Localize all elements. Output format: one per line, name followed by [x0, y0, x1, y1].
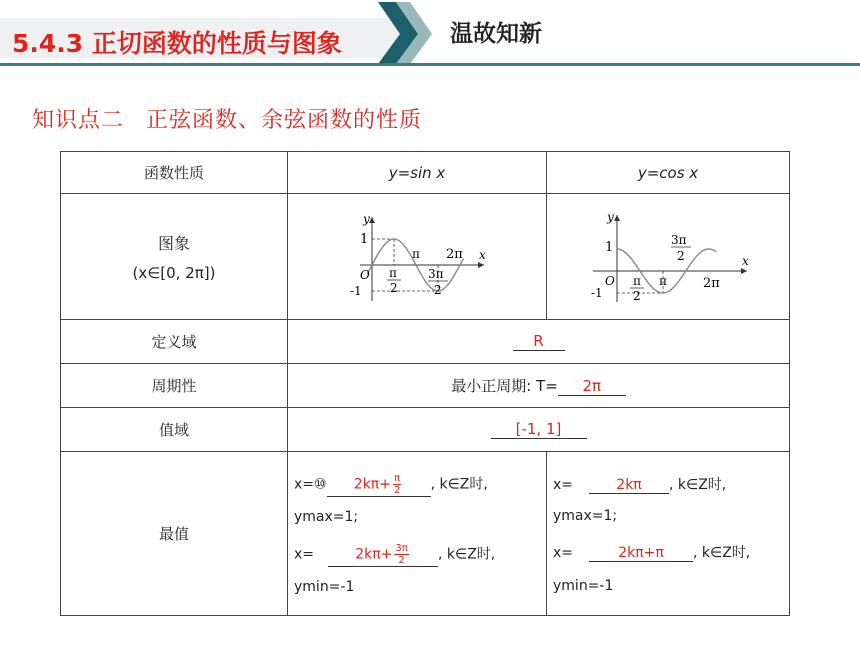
- cos-max-suffix: , k∈Z时,: [669, 476, 727, 493]
- cos-tick-1: 1: [605, 240, 614, 255]
- cos-tick-pi-half-den: 2: [633, 289, 641, 303]
- period-label: 周期性: [61, 364, 288, 408]
- graph-label: 图象: [157, 234, 190, 253]
- cos-max-prefix: x=: [553, 476, 574, 493]
- graph-label-cell: [61, 194, 288, 320]
- sin-tick-3pi-half-den: 2: [434, 283, 442, 297]
- sin-origin: O: [360, 268, 370, 282]
- knowledge-point-topic: 正弦函数、余弦函数的性质: [146, 108, 423, 133]
- sin-min-answer: [328, 543, 438, 567]
- table-header-row: [61, 152, 790, 194]
- period-prefix: 最小正周期: T=: [451, 377, 558, 395]
- slide-header: [0, 0, 860, 66]
- header-cell-sin: y=sin x: [288, 152, 547, 194]
- extreme-label: 最值: [61, 452, 288, 616]
- cos-graph-cell: [547, 194, 790, 320]
- sin-tick-2pi: 2π: [446, 247, 463, 262]
- graph-domain-note: (x∈[0, 2π]): [132, 264, 216, 282]
- header-title: 5.4.3 正切函数的性质与图象: [12, 29, 342, 58]
- sin-max-prefix: x=⑩: [294, 476, 327, 492]
- cos-max-answer: 2kπ: [589, 477, 669, 494]
- cos-tick-pi: π: [659, 274, 667, 288]
- sin-min-answer-text: 2kπ+: [355, 546, 393, 562]
- header-cell-cos: y=cos x: [547, 152, 790, 194]
- domain-answer: R: [513, 332, 565, 351]
- cos-max-value: ymax=1;: [553, 507, 618, 524]
- sin-x-axis-label: x: [479, 248, 486, 262]
- cos-min-value: ymin=-1: [553, 577, 614, 594]
- cos-origin: O: [605, 274, 615, 288]
- sin-tick-pi-half-num: π: [389, 266, 397, 280]
- range-value-cell: [288, 408, 790, 452]
- cos-min-prefix: x=: [553, 544, 574, 561]
- sin-max-answer-text: 2kπ+: [353, 476, 391, 492]
- table-row-period: [61, 364, 790, 408]
- table-row-domain: [61, 320, 790, 364]
- domain-value-cell: [288, 320, 790, 364]
- sin-graph-cell: [288, 194, 547, 320]
- cos-min-suffix: , k∈Z时,: [693, 544, 751, 561]
- sin-max-frac-den: 2: [393, 484, 401, 496]
- cos-x-axis-label: x: [742, 254, 749, 268]
- cos-graph: [583, 209, 753, 304]
- cos-tick-minus-1: -1: [591, 286, 603, 300]
- sin-min-value: ymin=-1: [294, 578, 355, 595]
- period-answer: 2π: [558, 377, 626, 396]
- cos-tick-pi-half-num: π: [633, 274, 641, 288]
- sin-graph: [342, 209, 492, 304]
- cos-tick-3pi-half-num: 3π: [671, 233, 687, 247]
- sin-min-frac-den: 2: [398, 554, 405, 566]
- sin-max-suffix: , k∈Z时,: [430, 476, 488, 492]
- cos-tick-3pi-half-den: 2: [677, 249, 685, 263]
- sin-tick-pi: π: [412, 247, 420, 261]
- sin-tick-1: 1: [360, 232, 369, 247]
- cos-min-answer: 2kπ+π: [589, 545, 693, 562]
- sin-min-suffix: , k∈Z时,: [438, 546, 496, 562]
- header-cell-property: 函数性质: [61, 152, 288, 194]
- header-section-label: 温故知新: [450, 21, 542, 47]
- sin-tick-pi-half-den: 2: [390, 281, 398, 295]
- header-divider: [0, 63, 860, 66]
- cos-tick-2pi: 2π: [703, 276, 720, 291]
- sin-min-frac-num: 3π: [395, 542, 408, 554]
- sin-min-prefix: x=: [294, 546, 315, 562]
- range-answer: [-1, 1]: [491, 420, 587, 439]
- sin-max-value: ymax=1;: [294, 508, 359, 525]
- sin-min-fraction: [394, 543, 408, 566]
- sin-max-fraction: [393, 473, 401, 496]
- cos-y-axis-label: y: [607, 210, 614, 224]
- knowledge-point-number: 知识点二: [32, 108, 125, 133]
- properties-table: [60, 151, 790, 616]
- domain-label: 定义域: [61, 320, 288, 364]
- sin-max-frac-num: π: [394, 472, 401, 484]
- cos-extreme-cell: [547, 452, 790, 616]
- sin-tick-minus-1: -1: [350, 284, 362, 298]
- sin-y-axis-label: y: [363, 212, 370, 226]
- period-value-cell: [288, 364, 790, 408]
- table-row-extreme: [61, 452, 790, 616]
- table-row-range: [61, 408, 790, 452]
- table-row-graph: [61, 194, 790, 320]
- range-label: 值域: [61, 408, 288, 452]
- knowledge-point-heading: [32, 103, 422, 134]
- sin-max-answer: [327, 473, 431, 497]
- sin-tick-3pi-half-num: 3π: [428, 267, 444, 281]
- sin-extreme-cell: [288, 452, 547, 616]
